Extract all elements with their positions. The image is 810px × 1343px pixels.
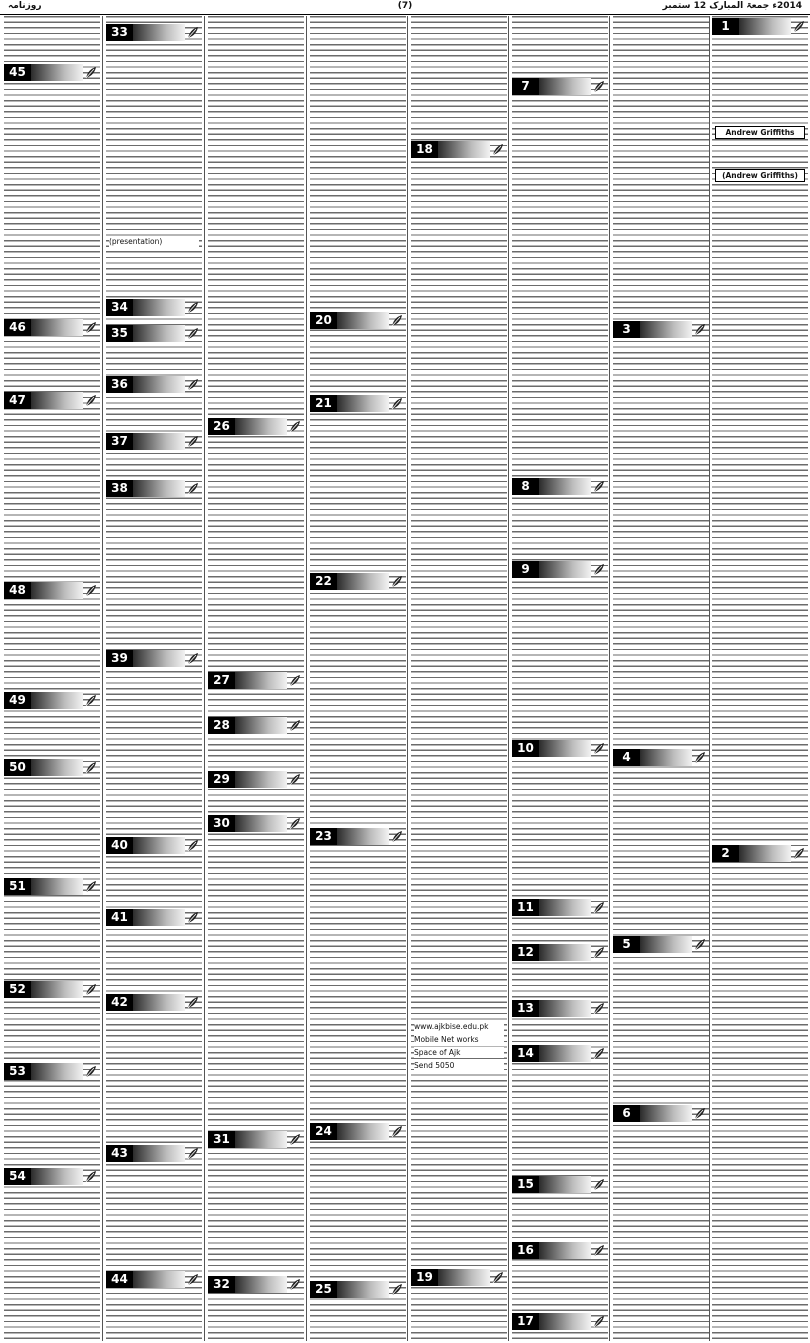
section-header xyxy=(712,845,808,862)
leaf-icon xyxy=(84,1064,98,1079)
section-header xyxy=(4,759,100,776)
section-number: 48 xyxy=(4,582,31,599)
column-rule xyxy=(407,16,408,1341)
column-rule xyxy=(102,16,103,1341)
section-bar xyxy=(539,478,591,495)
section-bar xyxy=(31,692,83,709)
leaf-icon xyxy=(390,1282,404,1297)
section-bar xyxy=(31,1063,83,1080)
leaf-icon xyxy=(186,300,200,315)
section-bar xyxy=(539,1045,591,1062)
section-number: 9 xyxy=(512,561,539,578)
section-header xyxy=(310,395,406,412)
leaf-icon xyxy=(288,1132,302,1147)
section-number: 33 xyxy=(106,24,133,41)
send-code-text: Send 5050 xyxy=(414,1060,504,1071)
section-bar xyxy=(235,672,287,689)
leaf-icon xyxy=(288,772,302,787)
section-header xyxy=(411,141,507,158)
leaf-icon xyxy=(693,322,707,337)
section-header xyxy=(208,672,304,689)
section-header xyxy=(208,1131,304,1148)
column-rule xyxy=(204,16,205,1341)
section-bar xyxy=(640,321,692,338)
section-number: 12 xyxy=(512,944,539,961)
section-bar xyxy=(539,740,591,757)
column-c xyxy=(208,16,304,1341)
section-number: 37 xyxy=(106,433,133,450)
leaf-icon xyxy=(592,945,606,960)
section-bar xyxy=(438,141,490,158)
space-text: Space of Ajk xyxy=(414,1047,504,1058)
section-header xyxy=(512,944,608,961)
section-bar xyxy=(337,312,389,329)
section-number: 35 xyxy=(106,325,133,342)
column-rule xyxy=(306,16,307,1341)
section-header xyxy=(512,561,608,578)
leaf-icon xyxy=(288,816,302,831)
leaf-icon xyxy=(592,741,606,756)
section-bar xyxy=(133,433,185,450)
section-header xyxy=(208,1276,304,1293)
section-header xyxy=(512,1045,608,1062)
leaf-icon xyxy=(186,910,200,925)
leaf-icon xyxy=(186,838,200,853)
section-number: 16 xyxy=(512,1242,539,1259)
leaf-icon xyxy=(84,879,98,894)
section-number: 42 xyxy=(106,994,133,1011)
leaf-icon xyxy=(792,19,806,34)
leaf-icon xyxy=(288,718,302,733)
section-bar xyxy=(539,899,591,916)
section-header xyxy=(4,64,100,81)
website-text: www.ajkbise.edu.pk xyxy=(414,1021,504,1032)
section-bar xyxy=(133,325,185,342)
section-number: 11 xyxy=(512,899,539,916)
section-header xyxy=(613,1105,709,1122)
section-bar xyxy=(31,759,83,776)
section-number: 29 xyxy=(208,771,235,788)
section-header xyxy=(310,1123,406,1140)
section-number: 21 xyxy=(310,395,337,412)
issue-date: 2014ء جمعۃ المبارک 12 ستمبر xyxy=(662,1,802,11)
section-header xyxy=(712,18,808,35)
section-header xyxy=(512,1000,608,1017)
section-number: 25 xyxy=(310,1281,337,1298)
section-number: 39 xyxy=(106,650,133,667)
leaf-icon xyxy=(186,481,200,496)
section-bar xyxy=(133,480,185,497)
section-bar xyxy=(31,981,83,998)
article-text xyxy=(106,16,202,1341)
section-header xyxy=(4,319,100,336)
column-f xyxy=(512,16,608,1341)
section-header xyxy=(411,1269,507,1286)
article-text xyxy=(712,16,808,1341)
leaf-icon xyxy=(390,829,404,844)
leaf-icon xyxy=(288,1277,302,1292)
section-bar xyxy=(31,582,83,599)
section-number: 5 xyxy=(613,936,640,953)
section-header xyxy=(310,312,406,329)
section-number: 40 xyxy=(106,837,133,854)
section-header xyxy=(4,1168,100,1185)
section-header xyxy=(512,1242,608,1259)
leaf-icon xyxy=(592,1177,606,1192)
section-bar xyxy=(539,944,591,961)
section-bar xyxy=(539,561,591,578)
column-h xyxy=(712,16,808,1341)
section-header xyxy=(4,692,100,709)
article-text xyxy=(411,16,507,1341)
section-number: 30 xyxy=(208,815,235,832)
section-number: 6 xyxy=(613,1105,640,1122)
english-name-box: Andrew Griffiths xyxy=(715,126,805,139)
section-bar xyxy=(31,878,83,895)
article-text xyxy=(310,16,406,1341)
leaf-icon xyxy=(186,434,200,449)
section-header xyxy=(512,1176,608,1193)
section-header xyxy=(310,828,406,845)
leaf-icon xyxy=(390,1124,404,1139)
section-header xyxy=(310,1281,406,1298)
section-bar xyxy=(739,845,791,862)
section-number: 43 xyxy=(106,1145,133,1162)
section-header xyxy=(613,749,709,766)
section-bar xyxy=(539,1176,591,1193)
leaf-icon xyxy=(390,396,404,411)
section-number: 52 xyxy=(4,981,31,998)
section-number: 7 xyxy=(512,78,539,95)
leaf-icon xyxy=(592,562,606,577)
section-bar xyxy=(235,1131,287,1148)
leaf-icon xyxy=(390,313,404,328)
section-number: 13 xyxy=(512,1000,539,1017)
section-header xyxy=(208,771,304,788)
section-header xyxy=(106,325,202,342)
section-number: 22 xyxy=(310,573,337,590)
section-number: 3 xyxy=(613,321,640,338)
section-number: 27 xyxy=(208,672,235,689)
section-bar xyxy=(337,573,389,590)
column-g xyxy=(613,16,709,1341)
section-number: 47 xyxy=(4,392,31,409)
column-e xyxy=(411,16,507,1341)
section-number: 15 xyxy=(512,1176,539,1193)
section-header xyxy=(4,981,100,998)
english-name-box: (Andrew Griffiths) xyxy=(715,169,805,182)
section-header xyxy=(106,650,202,667)
section-number: 45 xyxy=(4,64,31,81)
section-bar xyxy=(337,395,389,412)
section-bar xyxy=(640,936,692,953)
leaf-icon xyxy=(592,1243,606,1258)
section-bar xyxy=(133,909,185,926)
section-header xyxy=(106,24,202,41)
section-bar xyxy=(31,319,83,336)
leaf-icon xyxy=(186,1146,200,1161)
section-header xyxy=(512,740,608,757)
section-number: 4 xyxy=(613,749,640,766)
leaf-icon xyxy=(693,1106,707,1121)
section-header xyxy=(4,878,100,895)
section-number: 14 xyxy=(512,1045,539,1062)
leaf-icon xyxy=(84,583,98,598)
section-number: 53 xyxy=(4,1063,31,1080)
page-number: (7) xyxy=(397,1,413,11)
section-number: 32 xyxy=(208,1276,235,1293)
section-number: 19 xyxy=(411,1269,438,1286)
leaf-icon xyxy=(288,419,302,434)
section-bar xyxy=(539,78,591,95)
paper-name: روزنامہ xyxy=(8,1,42,11)
column-rule xyxy=(609,16,610,1341)
section-number: 54 xyxy=(4,1168,31,1185)
leaf-icon xyxy=(186,377,200,392)
leaf-icon xyxy=(792,846,806,861)
leaf-icon xyxy=(592,479,606,494)
section-number: 8 xyxy=(512,478,539,495)
column-b xyxy=(106,16,202,1341)
section-number: 10 xyxy=(512,740,539,757)
section-bar xyxy=(539,1242,591,1259)
section-number: 44 xyxy=(106,1271,133,1288)
article-text xyxy=(4,16,100,1341)
leaf-icon xyxy=(186,995,200,1010)
section-number: 18 xyxy=(411,141,438,158)
section-bar xyxy=(640,1105,692,1122)
section-header xyxy=(106,376,202,393)
section-bar xyxy=(31,64,83,81)
section-header xyxy=(106,994,202,1011)
section-header xyxy=(106,299,202,316)
section-number: 28 xyxy=(208,717,235,734)
mobile-networks-text: Mobile Net works xyxy=(414,1034,504,1045)
leaf-icon xyxy=(84,760,98,775)
leaf-icon xyxy=(84,393,98,408)
section-header xyxy=(310,573,406,590)
leaf-icon xyxy=(592,900,606,915)
column-rule xyxy=(709,16,710,1341)
section-bar xyxy=(235,815,287,832)
section-bar xyxy=(539,1313,591,1330)
section-number: 38 xyxy=(106,480,133,497)
section-header xyxy=(4,392,100,409)
leaf-icon xyxy=(491,142,505,157)
section-bar xyxy=(438,1269,490,1286)
section-header xyxy=(512,899,608,916)
section-header xyxy=(512,1313,608,1330)
section-bar xyxy=(31,1168,83,1185)
section-number: 2 xyxy=(712,845,739,862)
section-number: 50 xyxy=(4,759,31,776)
section-header xyxy=(613,936,709,953)
section-number: 34 xyxy=(106,299,133,316)
section-bar xyxy=(133,650,185,667)
section-number: 26 xyxy=(208,418,235,435)
section-bar xyxy=(133,24,185,41)
section-header xyxy=(106,909,202,926)
section-bar xyxy=(133,376,185,393)
section-number: 46 xyxy=(4,319,31,336)
section-header xyxy=(106,433,202,450)
section-header xyxy=(106,1271,202,1288)
section-header xyxy=(106,1145,202,1162)
leaf-icon xyxy=(491,1270,505,1285)
section-number: 20 xyxy=(310,312,337,329)
section-bar xyxy=(337,1281,389,1298)
section-bar xyxy=(133,299,185,316)
section-number: 51 xyxy=(4,878,31,895)
leaf-icon xyxy=(592,1046,606,1061)
leaf-icon xyxy=(84,982,98,997)
leaf-icon xyxy=(592,1314,606,1329)
section-header xyxy=(512,478,608,495)
leaf-icon xyxy=(592,1001,606,1016)
section-number: 23 xyxy=(310,828,337,845)
masthead xyxy=(0,0,810,15)
section-bar xyxy=(133,1271,185,1288)
leaf-icon xyxy=(592,79,606,94)
section-bar xyxy=(235,1276,287,1293)
section-number: 31 xyxy=(208,1131,235,1148)
section-bar xyxy=(235,771,287,788)
section-bar xyxy=(133,994,185,1011)
section-bar xyxy=(133,837,185,854)
section-header xyxy=(613,321,709,338)
section-header xyxy=(512,78,608,95)
section-header xyxy=(106,480,202,497)
section-bar xyxy=(31,392,83,409)
section-header xyxy=(106,837,202,854)
leaf-icon xyxy=(84,693,98,708)
section-number: 41 xyxy=(106,909,133,926)
section-number: 24 xyxy=(310,1123,337,1140)
section-number: 36 xyxy=(106,376,133,393)
leaf-icon xyxy=(84,320,98,335)
section-number: 17 xyxy=(512,1313,539,1330)
leaf-icon xyxy=(693,937,707,952)
article-text xyxy=(613,16,709,1341)
section-header xyxy=(208,815,304,832)
leaf-icon xyxy=(186,326,200,341)
section-number: 49 xyxy=(4,692,31,709)
leaf-icon xyxy=(84,65,98,80)
leaf-icon xyxy=(186,1272,200,1287)
section-header xyxy=(208,418,304,435)
section-bar xyxy=(337,1123,389,1140)
leaf-icon xyxy=(693,750,707,765)
section-bar xyxy=(739,18,791,35)
section-bar xyxy=(133,1145,185,1162)
section-bar xyxy=(337,828,389,845)
leaf-icon xyxy=(390,574,404,589)
leaf-icon xyxy=(186,25,200,40)
column-a xyxy=(4,16,100,1341)
leaf-icon xyxy=(186,651,200,666)
column-rule xyxy=(508,16,509,1341)
section-bar xyxy=(235,717,287,734)
section-header xyxy=(208,717,304,734)
section-header xyxy=(4,582,100,599)
section-bar xyxy=(235,418,287,435)
leaf-icon xyxy=(288,673,302,688)
section-header xyxy=(4,1063,100,1080)
leaf-icon xyxy=(84,1169,98,1184)
inline-english-text: (presentation) xyxy=(109,236,199,247)
column-d xyxy=(310,16,406,1341)
article-text xyxy=(512,16,608,1341)
section-bar xyxy=(539,1000,591,1017)
section-number: 1 xyxy=(712,18,739,35)
section-bar xyxy=(640,749,692,766)
